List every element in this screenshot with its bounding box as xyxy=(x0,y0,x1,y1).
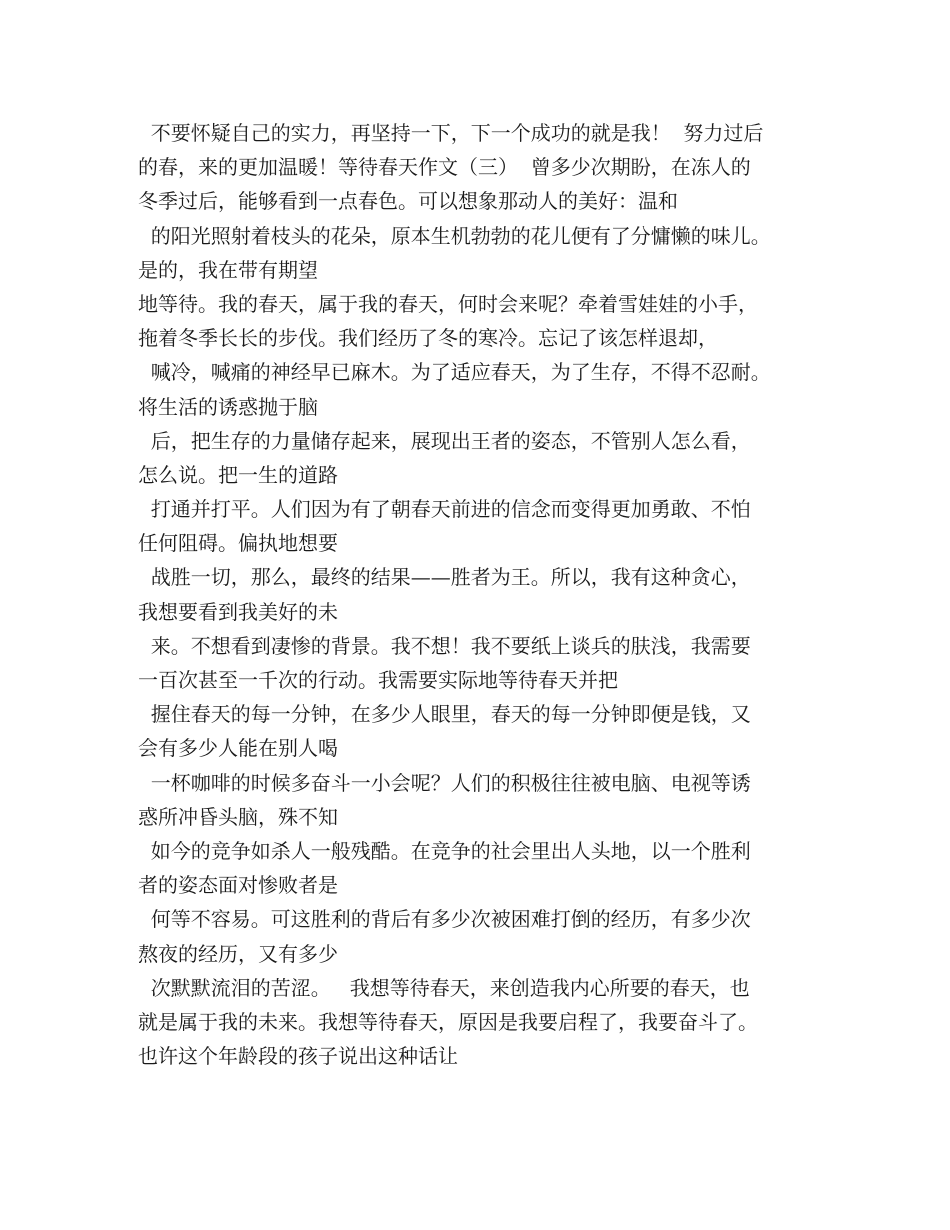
text-line: 我想要看到我美好的未 xyxy=(138,599,338,624)
text-line: 者的姿态面对惨败者是 xyxy=(138,873,338,898)
text-line: 战胜一切，那么，最终的结果——胜者为王。所以，我有这种贪心， xyxy=(138,565,751,590)
text-line: 不要怀疑自己的实力，再坚持一下，下一个成功的就是我！ 努力过后 xyxy=(138,121,764,145)
text-line: 何等不容易。可这胜利的背后有多少次被困难打倒的经历，有多少次 xyxy=(138,907,751,932)
text-line: 也许这个年龄段的孩子说出这种话让 xyxy=(138,1044,458,1069)
text-line: 是的，我在带有期望 xyxy=(138,257,318,282)
text-line: 握住春天的每一分钟，在多少人眼里，春天的每一分钟即便是钱，又 xyxy=(138,702,751,727)
text-line: 次默默流泪的苦涩。 我想等待春天，来创造我内心所要的春天，也 xyxy=(138,975,750,1000)
text-line: 惑所冲昏头脑，殊不知 xyxy=(138,804,338,829)
text-line: 熬夜的经历，又有多少 xyxy=(138,941,338,966)
text-line: 拖着冬季长长的步伐。我们经历了冬的寒冷。忘记了该怎样退却， xyxy=(138,326,718,351)
text-line: 地等待。我的春天，属于我的春天，何时会来呢？牵着雪娃娃的小手， xyxy=(138,291,758,316)
text-line: 的阳光照射着枝头的花朵，原本生机勃勃的花儿便有了分慵懒的味儿。 xyxy=(138,223,771,248)
text-line: 将生活的诱惑抛于脑 xyxy=(138,394,318,419)
text-line: 怎么说。把一生的道路 xyxy=(138,462,338,487)
text-line: 一杯咖啡的时候多奋斗一小会呢？人们的积极往往被电脑、电视等诱 xyxy=(138,770,751,795)
text-line: 打通并打平。人们因为有了朝春天前进的信念而变得更加勇敢、不怕 xyxy=(138,497,751,522)
text-line: 就是属于我的未来。我想等待春天，原因是我要启程了，我要奋斗了。 xyxy=(138,1009,758,1034)
text-line: 后，把生存的力量储存起来，展现出王者的姿态，不管别人怎么看， xyxy=(138,428,751,453)
text-line: 的春，来的更加温暖！等待春天作文（三） 曾多少次期盼，在冻人的 xyxy=(138,155,751,180)
text-line: 会有多少人能在别人喝 xyxy=(138,736,338,761)
text-line: 喊冷，喊痛的神经早已麻木。为了适应春天，为了生存，不得不忍耐。 xyxy=(138,360,771,385)
text-line: 一百次甚至一千次的行动。我需要实际地等待春天并把 xyxy=(138,668,618,692)
text-line: 如今的竞争如杀人一般残酷。在竞争的社会里出人头地，以一个胜利 xyxy=(138,838,751,863)
text-line: 冬季过后，能够看到一点春色。可以想象那动人的美好：温和 xyxy=(138,189,678,214)
text-line: 来。不想看到凄惨的背景。我不想！我不要纸上谈兵的肤浅，我需要 xyxy=(138,633,751,658)
text-line: 任何阻碍。偏执地想要 xyxy=(138,531,338,556)
essay-body xyxy=(138,116,838,1073)
